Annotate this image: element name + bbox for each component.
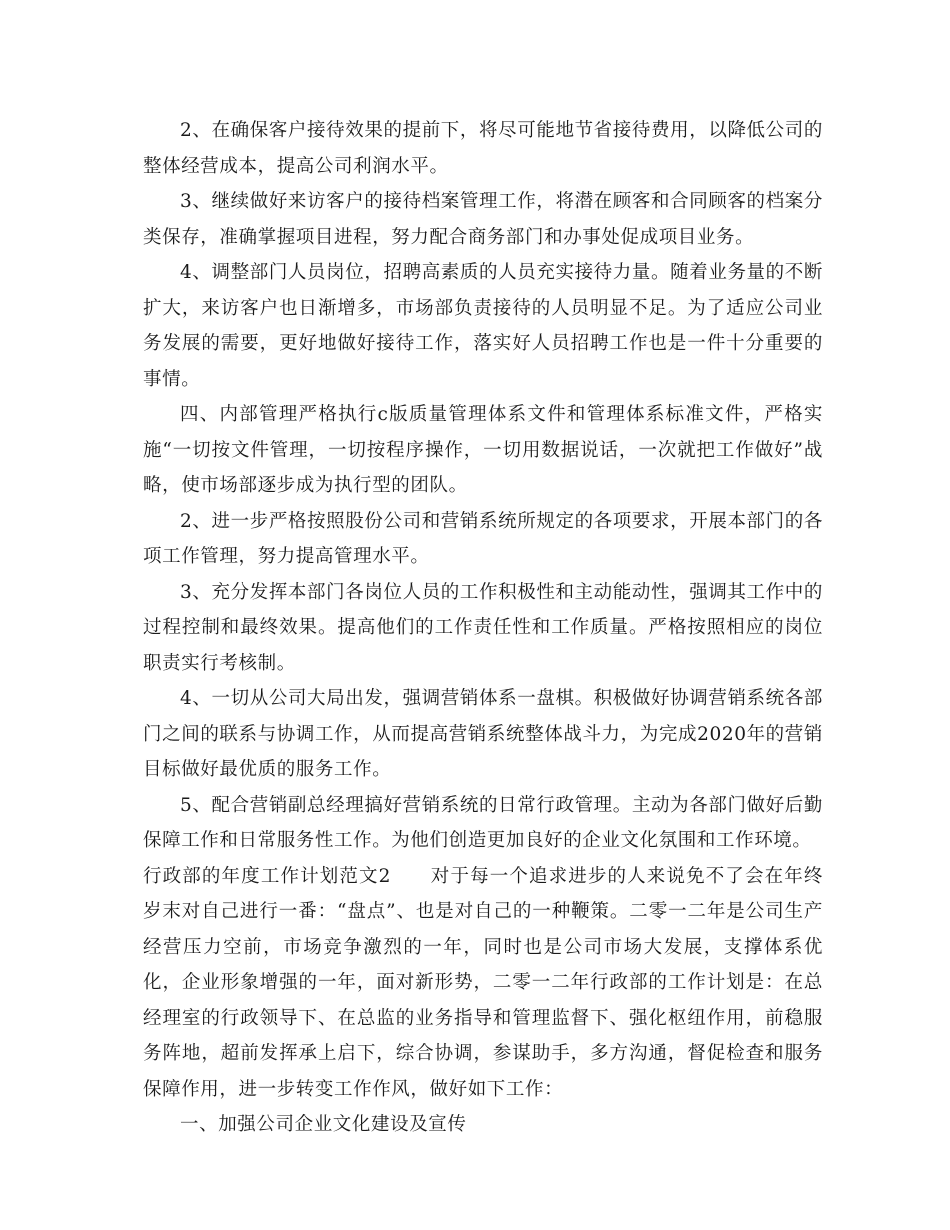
- document-body: [143, 113, 823, 1143]
- paragraph-reception-cost: 2、在确保客户接待效果的提前下，将尽可能地节省接待费用，以降低公司的整体经营成本，提高公司利润水平。: [143, 120, 823, 177]
- paragraph-management-level: 2、进一步严格按照股份公司和营销系统所规定的各项要求，开展本部门的各项工作管理，努力提高管理水平。: [143, 510, 823, 567]
- paragraph-internal-management: 四、内部管理严格执行c版质量管理体系文件和管理体系标准文件，严格实施“一切按文件管理，一切按程序操作，一切用数据说话，一次就把工作做好”战略，使市场部逐步成为执行型的团队。: [143, 404, 823, 496]
- paragraph-overall-coordination: 4、一切从公司大局出发，强调营销体系一盘棋。积极做好协调营销系统各部门之间的联系与协调工作，从而提高营销系统整体战斗力，为完成2020年的营销目标做好最优质的服务工作。: [143, 688, 823, 780]
- section-heading-corporate-culture: 一、加强公司企业文化建设及宣传: [180, 1114, 467, 1135]
- paragraph-admin-support: 5、配合营销副总经理搞好营销系统的日常行政管理。主动为各部门做好后勤保障工作和日常服务性工作。为他们创造更加良好的企业文化氛围和工作环境。: [143, 794, 823, 851]
- paragraph-archive-management: 3、继续做好来访客户的接待档案管理工作，将潜在顾客和合同顾客的档案分类保存，准确掌握项目进程，努力配合商务部门和办事处促成项目业务。: [143, 191, 823, 248]
- paragraph-sample-2-intro: 行政部的年度工作计划范文2 对于每一个追求进步的人来说免不了会在年终岁末对自己进行一番：“盘点”、也是对自己的一种鞭策。二零一二年是公司生产经营压力空前，市场竞争激烈的一年，同时也是公司市场大发展，支撑体系优化，企业形象增强的一年，面对新形势，二零一二年行政部的工作计划是：在总经理室的行政领导下、在总监的业务指导和管理监督下、强化枢纽作用，前稳服务阵地，超前发挥承上启下，综合协调，参谋助手，多方沟通，督促检查和服务保障作用，进一步转变工作作风，做好如下工作：: [143, 865, 823, 1100]
- paragraph-staff-initiative: 3、充分发挥本部门各岗位人员的工作积极性和主动能动性，强调其工作中的过程控制和最终效果。提高他们的工作责任性和工作质量。严格按照相应的岗位职责实行考核制。: [143, 581, 823, 674]
- paragraph-staffing: 4、调整部门人员岗位，招聘高素质的人员充实接待力量。随着业务量的不断扩大，来访客户也日渐增多，市场部负责接待的人员明显不足。为了适应公司业务发展的需要，更好地做好接待工作，落实好人员招聘工作也是一件十分重要的事情。: [143, 262, 823, 390]
